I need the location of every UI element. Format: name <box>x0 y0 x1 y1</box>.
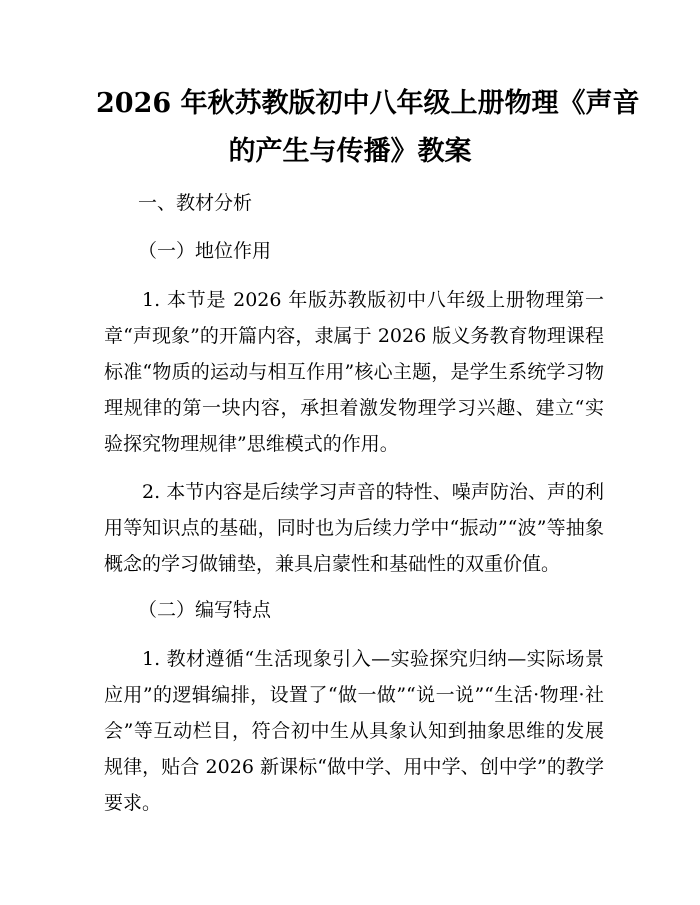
paragraph-3: 1. 教材遵循“生活现象引入—实验探究归纳—实际场景应用”的逻辑编排，设置了“做一做”“说一说”“生活·物理·社会”等互动栏目，符合初中生从具象认知到抽象思维的发展规律，贴合 2026 新课标“做中学、用中学、创中学”的教学要求。 <box>104 648 604 814</box>
paragraph-2: 2. 本节内容是后续学习声音的特性、噪声防治、声的利用等知识点的基础，同时也为后续力学中“振动”“波”等抽象概念的学习做铺垫，兼具启蒙性和基础性的双重价值。 <box>104 481 604 575</box>
section-heading-textbook-analysis: 一、教材分析 <box>138 192 253 214</box>
document-title-line-1: 2026 年秋苏教版初中八年级上册物理《声音 <box>96 88 640 119</box>
document-title-line-2: 的产生与传播》教案 <box>228 136 472 167</box>
paragraph-1: 1. 本节是 2026 年版苏教版初中八年级上册物理第一章“声现象”的开篇内容，隶属于 2026 版义务教育物理课程标准“物质的运动与相互作用”核心主题，是学生系统学习物理规律的第一块内容，承担着激发物理学习兴趣、建立“实验探究物理规律”思维模式的作用。 <box>104 289 604 455</box>
subsection-heading-writing-features: （二）编写特点 <box>138 599 272 621</box>
subsection-heading-position-role: （一）地位作用 <box>138 240 272 262</box>
